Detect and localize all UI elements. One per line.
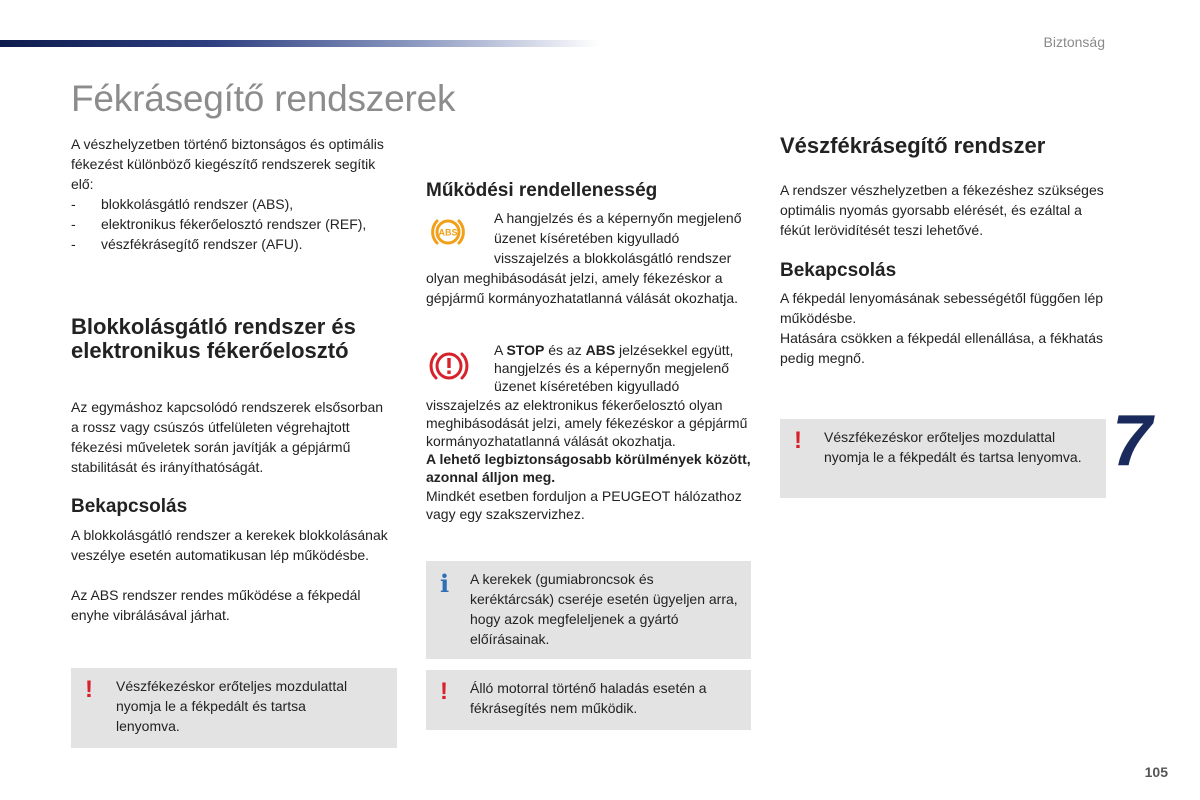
activation-text-4: Hatására csökken a fékpedál ellenállása, a fékhatás pedig megnő. bbox=[780, 330, 1103, 366]
service-advice: Mindkét esetben forduljon a PEUGEOT hálózathoz vagy egy szakszervizhez. bbox=[426, 487, 742, 522]
info-text: A kerekek (gumiabroncsok és keréktárcsák) cseréje esetén ügyeljen arra, hogy azok megfeleljenek a gyártó előírásainak. bbox=[470, 571, 738, 647]
warning-icon: ! bbox=[85, 676, 93, 703]
warning-text: Vészfékezéskor erőteljes mozdulattal nyomja le a fékpedált és tartsa lenyomva. bbox=[824, 429, 1082, 465]
malfunction-text-1 bbox=[426, 208, 751, 308]
systems-list bbox=[71, 194, 411, 254]
warning-box-3 bbox=[780, 419, 1106, 498]
list-item: - elektronikus fékerőelosztó rendszer (REF), bbox=[71, 214, 411, 234]
abs-icon-label: ABS bbox=[438, 227, 458, 238]
header-bar bbox=[0, 40, 600, 47]
section-label: Biztonság bbox=[1043, 34, 1105, 50]
stop-instruction: A lehető legbiztonságosabb körülmények között, azonnal álljon meg. bbox=[426, 451, 751, 486]
stop-label: STOP bbox=[506, 342, 545, 358]
warning-icon: ! bbox=[794, 427, 802, 454]
list-item: - vészfékrásegítő rendszer (AFU). bbox=[71, 234, 411, 254]
intro-text: A vészhelyzetben történő biztonságos és optimális fékezést különböző kiegészítő rendszerek segítik elő: bbox=[71, 136, 384, 192]
activation-text-1: A blokkolásgátló rendszer a kerekek blokkolásának veszélye esetén automatikusan lép működésbe. bbox=[71, 527, 388, 563]
abs-heading: Blokkolásgátló rendszer és elektronikus fékerőelosztó bbox=[71, 314, 356, 363]
warning-icon: ! bbox=[440, 678, 448, 705]
abs-label: ABS bbox=[585, 342, 616, 358]
page-number: 105 bbox=[1144, 764, 1168, 780]
malfunction-heading: Működési rendellenesség bbox=[426, 180, 658, 201]
activation-heading: Bekapcsolás bbox=[71, 496, 188, 517]
malfunction-text-2: A STOP és az ABS jelzésekkel együtt, hangjelzés és a képernyőn megjelenő üzenet kíséretében kigyulladó visszajelzés az elektronikus fékerőelosztó olyan meghibásodását jelzi, amely fékezéskor a gépjármű kormányozhatatlanná válását okozhatja. A lehető legbiztonságosabb körülmények között, azonnal álljon meg. Mindkét esetben forduljon a PEUGEOT hálózathoz vagy egy szakszervizhez. bbox=[426, 342, 751, 522]
warning-box-engine bbox=[426, 670, 751, 730]
page-title: Fékrásegítő rendszerek bbox=[71, 78, 456, 119]
warning-text: Álló motorral történő haladás esetén a fékrásegítés nem működik. bbox=[470, 680, 707, 716]
activation-text-2: Az ABS rendszer rendes működése a fékpedál enyhe vibrálásával járhat. bbox=[71, 587, 361, 623]
chapter-number: 7 bbox=[1111, 401, 1152, 481]
info-icon: i bbox=[440, 569, 450, 598]
emergency-brake-description: A rendszer vészhelyzetben a fékezéshez szükséges optimális nyomás gyorsabb elérését, és ezáltal a fékút lerövidítését teszi lehetővé. bbox=[780, 182, 1104, 238]
warning-text: Vészfékezéskor erőteljes mozdulattal nyomja le a fékpedált és tartsa lenyomva. bbox=[116, 678, 348, 734]
abs-description: Az egymáshoz kapcsolódó rendszerek elsősorban a rossz vagy csúszós útfelületen végrehajtott fékezési műveletek során javítják a gépjármű stabilitását és irányíthatóságát. bbox=[71, 399, 384, 475]
warning-box bbox=[71, 668, 397, 748]
emergency-brake-heading: Vészfékrásegítő rendszer bbox=[780, 133, 1046, 158]
activation-heading-2: Bekapcsolás bbox=[780, 260, 897, 281]
activation-text-3: A fékpedál lenyomásának sebességétől függően lép működésbe. bbox=[780, 290, 1104, 326]
list-item: - blokkolásgátló rendszer (ABS), bbox=[71, 194, 411, 214]
malfunction-paragraph-1: A hangjelzés és a képernyőn megjelenő üzenet kíséretében kigyulladó visszajelzés a blokkolásgátló rendszer olyan meghibásodását jelzi, amely fékezéskor a gépjármű kormányozhatatlanná válását okozhatja. bbox=[426, 210, 742, 306]
info-box bbox=[426, 561, 751, 659]
